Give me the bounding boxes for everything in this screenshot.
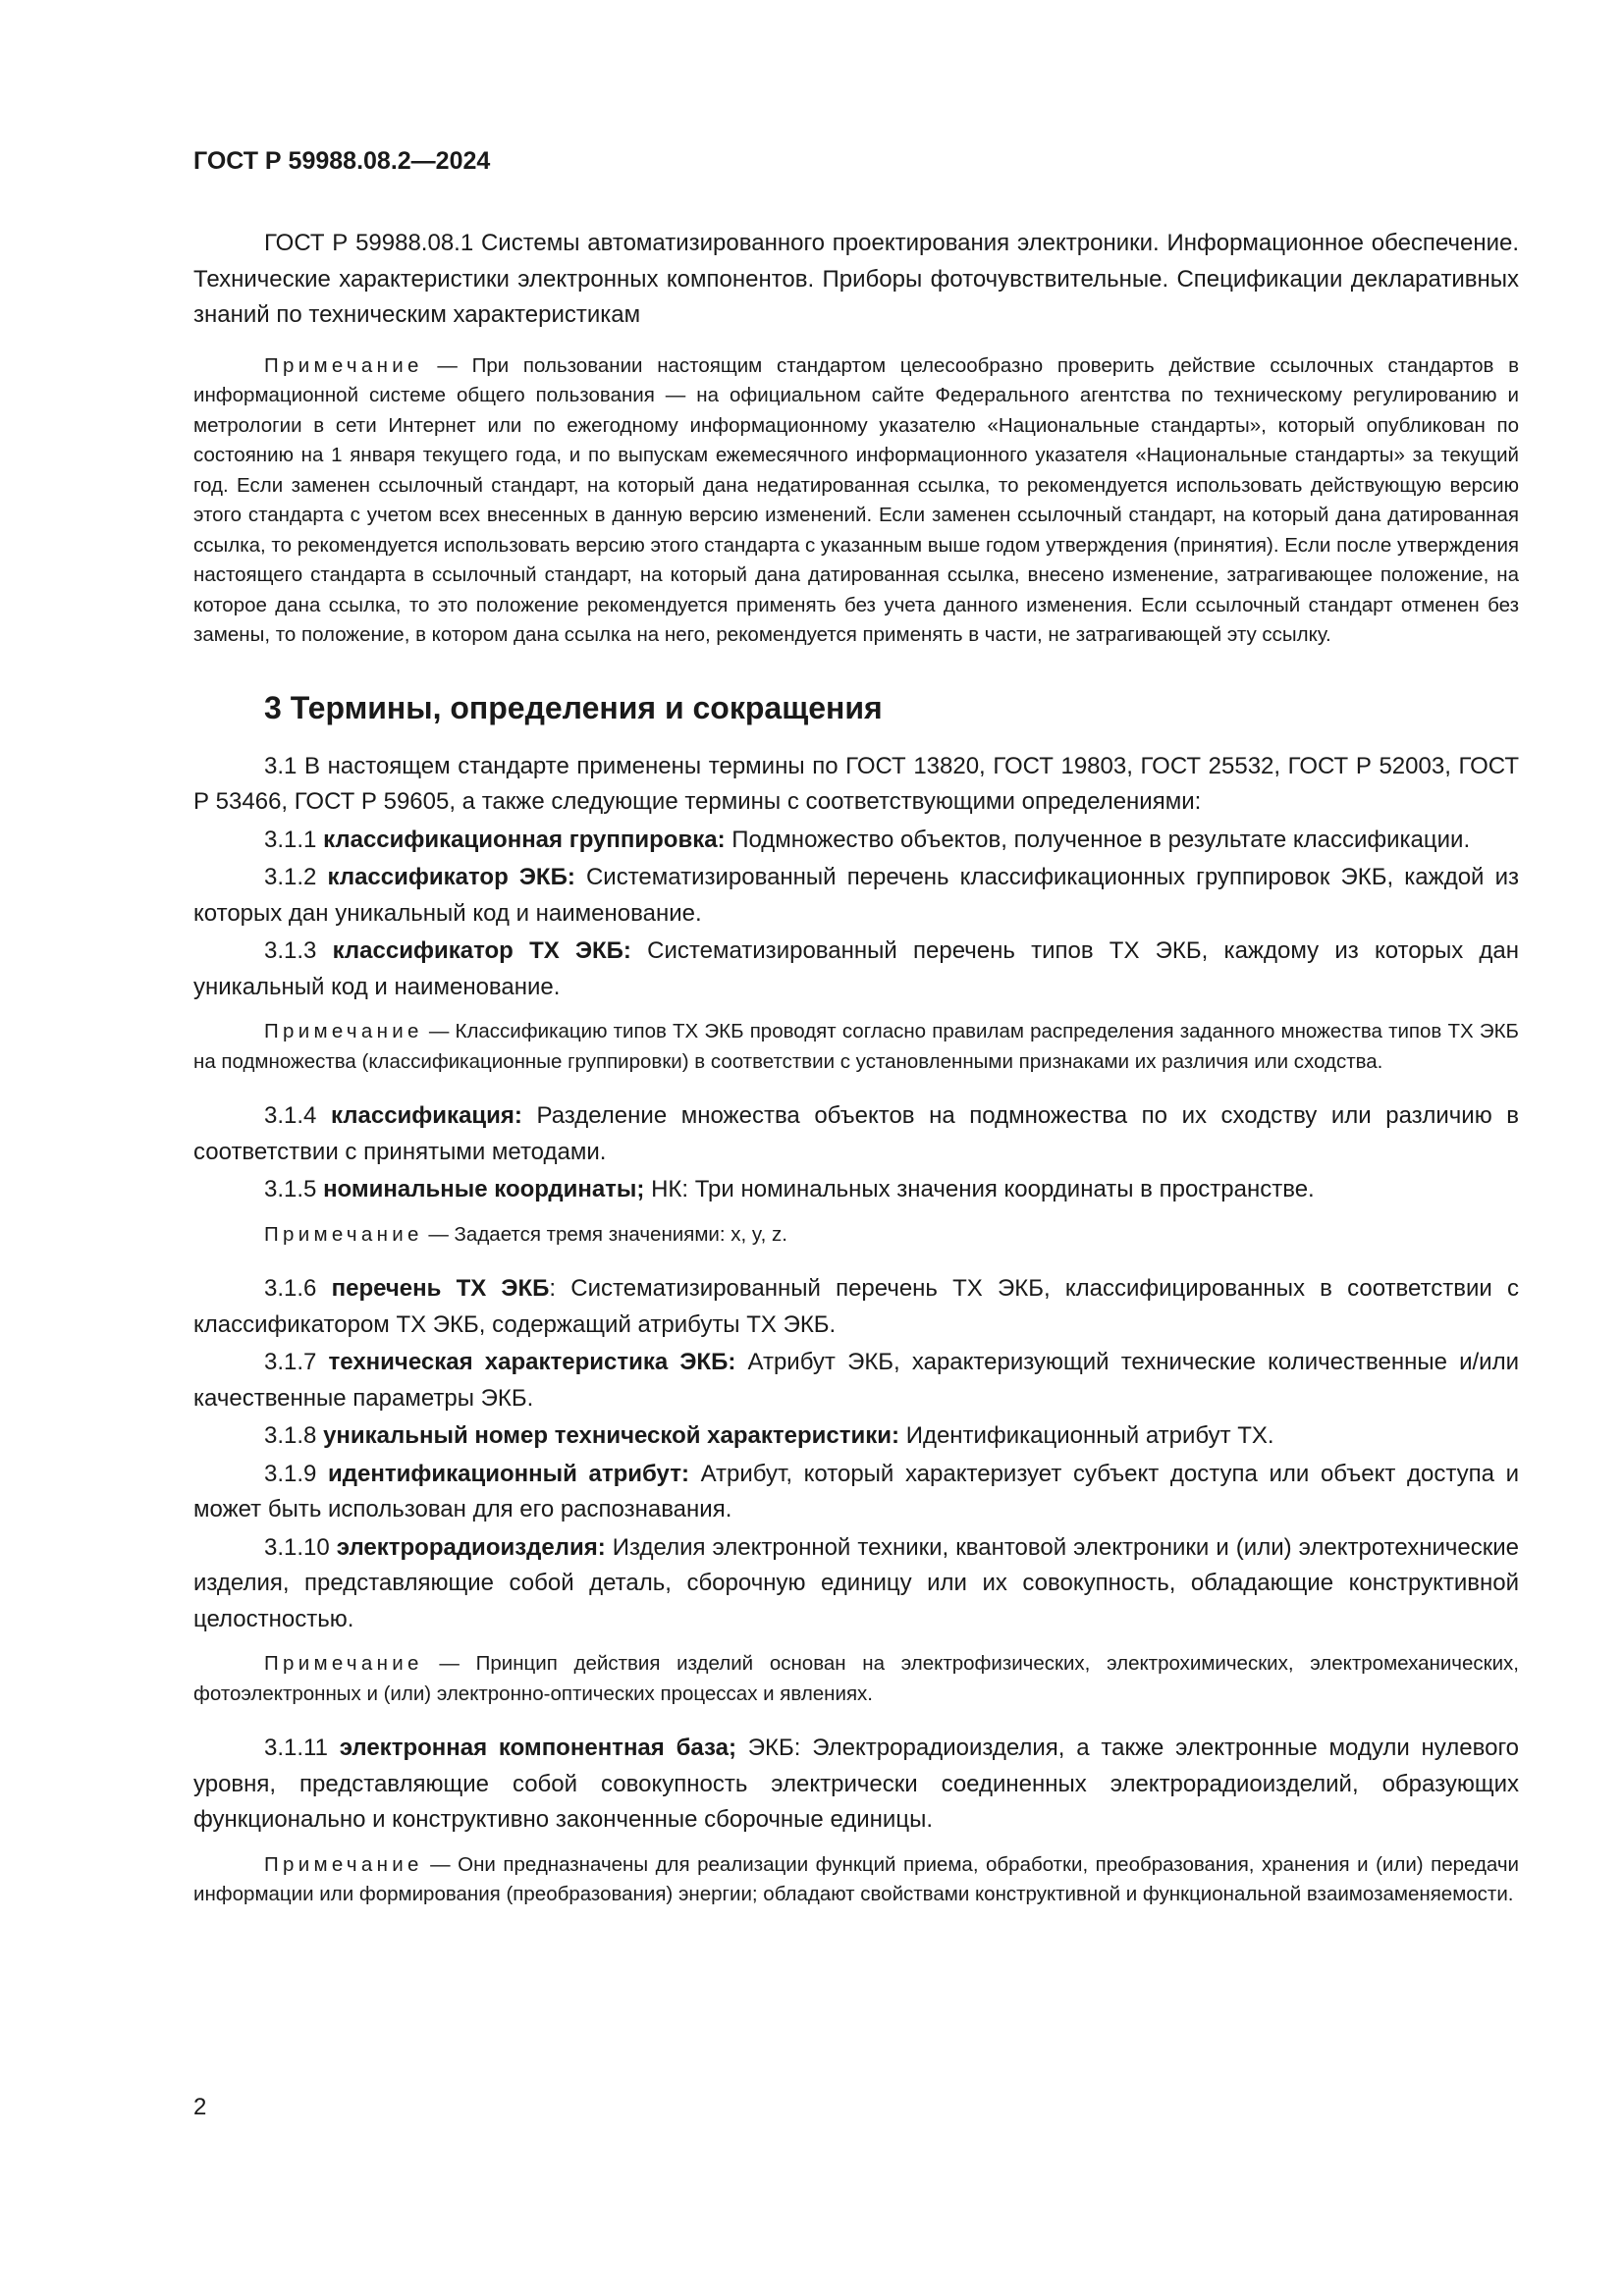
term-number: 3.1.11 (264, 1735, 328, 1761)
term-name: техническая характеристика ЭКБ: (328, 1349, 736, 1375)
note-purpose (193, 1850, 1519, 1910)
term-definition: Систематизированный перечень типов ТХ ЭКБ, каждому из которых дан уникальный код и наименование. (193, 937, 1520, 1000)
term-definition: ЭКБ: Электрорадиоизделия, а также электронные модули нулевого уровня, представляющие собой совокупность электрически соединенных электрорадиоизделий, образующих функционально и конструктивно законченные сборочные единицы. (193, 1735, 1520, 1833)
term-definition: Систематизированный перечень классификационных группировок ЭКБ, каждой из которых дан уникальный код и наименование. (193, 864, 1519, 927)
term-definition: Атрибут, который характеризует субъект доступа или объект доступа и может быть использован для его распознавания. (193, 1460, 1519, 1522)
page-number: 2 (193, 2094, 207, 2120)
term-name: идентификационный атрибут: (328, 1460, 689, 1487)
term-number: 3.1.6 (264, 1275, 317, 1302)
note-coordinates (193, 1220, 1519, 1251)
term-definition: Разделение множества объектов на подмножества по их сходству или различию в соответствии с принятыми методами. (193, 1102, 1520, 1165)
note-classification (193, 1017, 1519, 1077)
note-label: Примечание (264, 1222, 423, 1246)
note-text: — При пользовании настоящим стандартом целесообразно проверить действие ссылочных стандартов в информационной системе общего пользования — на официальном сайте Федерального агентства по техническому регулированию и метрологии в сети Интернет или по ежегодному информационному указателю «Национальные стандарты», который опубликован по состоянию на 1 января текущего года, и по выпускам ежемесячного информационного указателя «Национальные стандарты» за текущий год. Если заменен ссылочный стандарт, на который дана недатированная ссылка, то рекомендуется использовать действующую версию этого стандарта с учетом всех внесенных в данную версию изменений. Если заменен ссылочный стандарт, на который дана датированная ссылка, то рекомендуется использовать версию этого стандарта с указанным выше годом утверждения (принятия). Если после утверждения настоящего стандарта в ссылочный стандарт, на который дана датированная ссылка, внесено изменение, затрагивающее положение, на которое дана ссылка, то это положение рекомендуется применять без учета данного изменения. Если ссылочный стандарт отменен без замены, то положение, в котором дана ссылка на него, рекомендуется применять в части, не затрагивающей эту ссылку. (193, 353, 1519, 646)
term-definition: Подмножество объектов, полученное в результате классификации. (731, 826, 1471, 853)
note-label: Примечание (264, 353, 423, 377)
term-name: классификация: (330, 1102, 522, 1129)
term-entry (193, 1098, 1519, 1170)
section-title: 3 Термины, определения и сокращения (264, 689, 883, 725)
term-number: 3.1.7 (264, 1349, 317, 1375)
section-intro: 3.1 В настоящем стандарте применены термины по ГОСТ 13820, ГОСТ 19803, ГОСТ 25532, ГОСТ Р 52003, ГОСТ Р 53466, ГОСТ Р 59605, а также следующие термины с соответствующими определениями: (193, 752, 1519, 815)
note-text: — Классификацию типов ТХ ЭКБ проводят согласно правилам распределения заданного множества типов ТХ ЭКБ на подмножества (классификационные группировки) в соответствии с установленными признаками их различия или сходства. (193, 1020, 1519, 1073)
note-label: Примечание (264, 1020, 423, 1042)
term-name: уникальный номер технической характеристики: (323, 1422, 900, 1449)
term-number: 3.1.8 (264, 1422, 317, 1449)
term-name: перечень ТХ ЭКБ (331, 1275, 550, 1302)
term-definition: Атрибут ЭКБ, характеризующий технические количественные и/или качественные параметры ЭКБ. (193, 1349, 1519, 1412)
note-label: Примечание (264, 1652, 423, 1675)
term-definition: НК: Три номинальных значения координаты в пространстве. (651, 1176, 1315, 1202)
term-name: классификационная группировка: (323, 826, 726, 853)
term-definition: : Систематизированный перечень ТХ ЭКБ, классифицированных в соответствии с классификатором ТХ ЭКБ, содержащий атрибуты ТХ ЭКБ. (193, 1275, 1520, 1338)
term-entry (193, 1345, 1519, 1416)
term-entry (193, 860, 1519, 932)
term-name: электрорадиоизделия: (336, 1533, 606, 1561)
term-entry (193, 1530, 1519, 1638)
term-entry (193, 1418, 1519, 1455)
term-entry (193, 1172, 1519, 1208)
term-entry (193, 1731, 1519, 1839)
term-entry (193, 934, 1519, 1005)
note-text: — Они предназначены для реализации функций приема, обработки, преобразования, хранения и (или) передачи информации или формирования (преобразования) энергии; обладают свойствами конструктивной и функциональной взаимозаменяемости. (193, 1852, 1519, 1905)
term-entry (193, 1457, 1519, 1528)
page-content (193, 145, 1519, 1932)
term-name: классификатор ТХ ЭКБ: (332, 937, 631, 964)
term-number: 3.1.10 (264, 1533, 330, 1561)
note-label: Примечание (264, 1852, 423, 1876)
term-name: классификатор ЭКБ: (327, 864, 575, 890)
term-number: 3.1.5 (264, 1176, 317, 1202)
term-entry (193, 823, 1519, 859)
document-code-header: ГОСТ Р 59988.08.2—2024 (193, 147, 491, 175)
term-number: 3.1.1 (264, 826, 317, 853)
term-entry (193, 1271, 1519, 1343)
note-text: — Принцип действия изделий основан на электрофизических, электрохимических, электромеханических, фотоэлектронных и (или) электронно-оптических процессах и явлениях. (193, 1652, 1519, 1705)
note-text: — Задается тремя значениями: x, y, z. (428, 1222, 787, 1246)
term-name: номинальные координаты; (323, 1176, 645, 1202)
term-definition: Изделия электронной техники, квантовой электроники и (или) электротехнические изделия, представляющие собой деталь, сборочную единицу или их совокупность, обладающие конструктивной целостностью. (193, 1533, 1519, 1632)
reference-standard-paragraph: ГОСТ Р 59988.08.1 Системы автоматизированного проектирования электроники. Информационное обеспечение. Технические характеристики электронных компонентов. Приборы фоточувствительные. Спецификации декларативных знаний по техническим характеристикам (193, 230, 1519, 328)
note-operation-principle (193, 1649, 1519, 1709)
term-number: 3.1.4 (264, 1102, 317, 1129)
term-number: 3.1.9 (264, 1460, 317, 1487)
term-definition: Идентификационный атрибут ТХ. (905, 1422, 1274, 1449)
note-references (193, 351, 1519, 651)
term-number: 3.1.3 (264, 937, 317, 964)
term-number: 3.1.2 (264, 864, 317, 890)
term-name: электронная компонентная база; (339, 1735, 736, 1761)
